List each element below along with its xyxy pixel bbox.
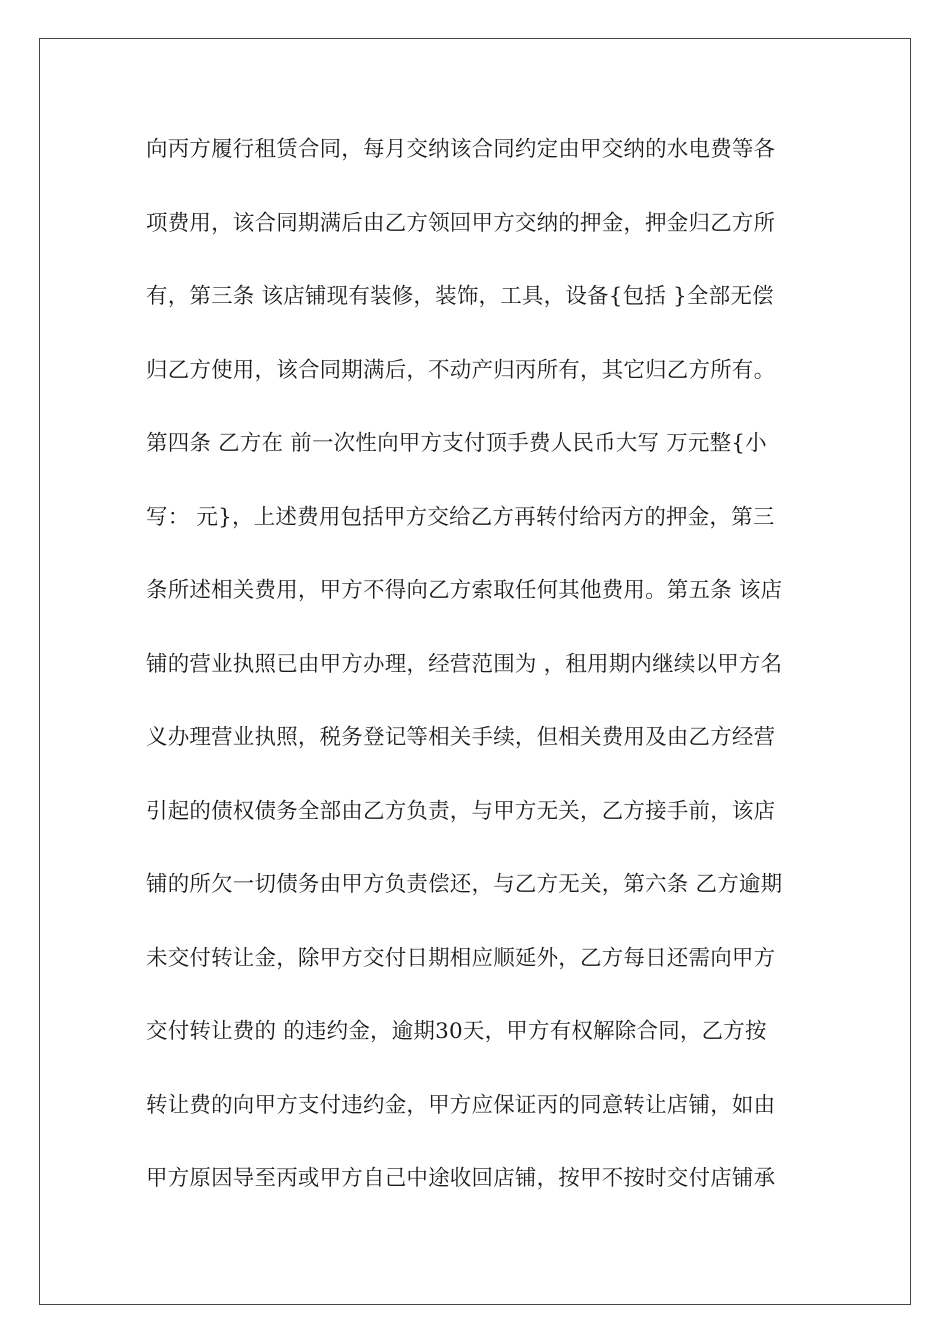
text-line: 铺的营业执照已由甲方办理，经营范围为 ，租用期内继续以甲方名 (146, 651, 783, 677)
text-line: 铺的所欠一切债务由甲方负责偿还，与乙方无关，第六条 乙方逾期 (146, 872, 783, 897)
text-line: 引起的债权债务全部由乙方负责，与甲方无关，乙方接手前，该店 (146, 798, 776, 824)
text-line: 转让费的向甲方支付违约金，甲方应保证丙的同意转让店铺，如由 (146, 1092, 776, 1118)
text-line: 有，第三条 该店铺现有装修，装饰，工具，设备{包括 }全部无偿 (146, 284, 774, 309)
text-line: 归乙方使用，该合同期满后，不动产归丙所有，其它归乙方所有。 (146, 357, 776, 383)
text-line: 向丙方履行租赁合同，每月交纳该合同约定由甲交纳的水电费等各 (146, 137, 776, 162)
text-line: 甲方原因导至丙或甲方自己中途收回店铺，按甲不按时交付店铺承 (146, 1166, 776, 1191)
text-line: 项费用，该合同期满后由乙方领回甲方交纳的押金，押金归乙方所 (146, 210, 776, 236)
text-line: 第四条 乙方在 前一次性向甲方支付顶手费人民币大写 万元整{小 (146, 431, 767, 456)
text-line: 写： 元}，上述费用包括甲方交给乙方再转付给丙方的押金，第三 (146, 504, 775, 530)
text-line: 义办理营业执照，税务登记等相关手续，但相关费用及由乙方经营 (146, 725, 776, 750)
text-line: 交付转让费的 的违约金，逾期30天，甲方有权解除合同，乙方按 (146, 1019, 767, 1044)
text-line: 条所述相关费用，甲方不得向乙方索取任何其他费用。第五条 该店 (146, 578, 783, 603)
text-line: 未交付转让金，除甲方交付日期相应顺延外，乙方每日还需向甲方 (146, 945, 776, 971)
contract-body-text (146, 128, 816, 1231)
